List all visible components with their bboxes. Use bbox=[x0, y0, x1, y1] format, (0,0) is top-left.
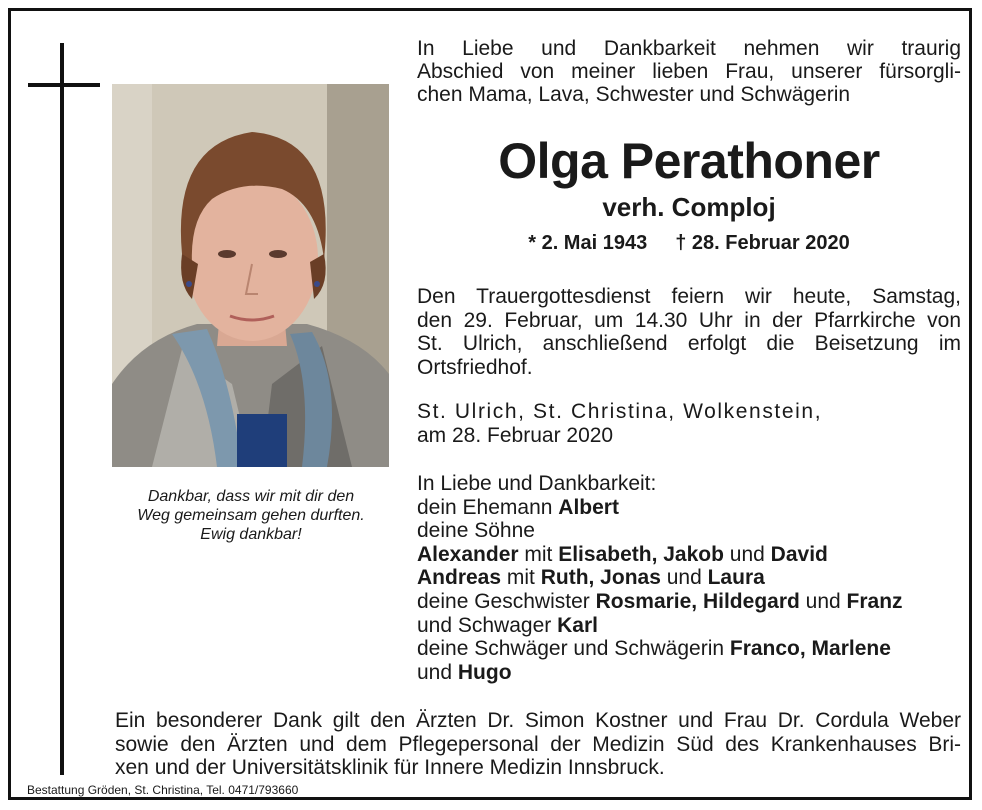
mourner-line: deine Geschwister Rosmarie, Hildegard und Franz bbox=[417, 589, 903, 613]
obituary-notice bbox=[8, 8, 972, 800]
service-line: St. Ulrich, anschließend erfolgt die Beisetzung im bbox=[417, 332, 961, 355]
death-date: † 28. Februar 2020 bbox=[675, 232, 850, 254]
mourner-line: Alexander mit Elisabeth, Jakob und David bbox=[417, 542, 828, 566]
intro-line: In Liebe und Dankbarkeit nehmen wir traurig bbox=[417, 37, 961, 60]
photo-caption bbox=[106, 487, 396, 544]
cross-icon-bar bbox=[28, 83, 100, 87]
thanks-line: sowie den Ärzten und dem Pflegepersonal der Medizin Süd des Krankenhauses Bri- bbox=[115, 732, 961, 756]
intro-text bbox=[417, 37, 961, 106]
place-date: am 28. Februar 2020 bbox=[417, 424, 614, 447]
mourner-line: Andreas mit Ruth, Jonas und Laura bbox=[417, 566, 765, 590]
caption-line: Weg gemeinsam gehen durften. bbox=[137, 507, 365, 524]
mourner-line: dein Ehemann Albert bbox=[417, 495, 619, 519]
service-line: Den Trauergottesdienst feiern wir heute, Samstag, bbox=[417, 285, 961, 308]
service-line: den 29. Februar, um 14.30 Uhr in der Pfarrkirche von bbox=[417, 308, 961, 332]
funeral-home-footer: Bestattung Gröden, St. Christina, Tel. 0471/793660 bbox=[27, 783, 299, 797]
married-name: verh. Comploj bbox=[602, 192, 776, 222]
deceased-name: Olga Perathoner bbox=[498, 133, 880, 189]
mourner-line: deine Schwäger und Schwägerin Franco, Marlene bbox=[417, 637, 891, 661]
thanks-text bbox=[115, 709, 961, 780]
service-line: Ortsfriedhof. bbox=[417, 355, 533, 379]
intro-line: chen Mama, Lava, Schwester und Schwägerin bbox=[417, 83, 851, 106]
mourner-line: und Schwager Karl bbox=[417, 613, 598, 637]
service-text bbox=[417, 285, 961, 379]
intro-line: Abschied von meiner lieben Frau, unserer fürsorgli- bbox=[417, 60, 961, 83]
life-dates bbox=[417, 231, 961, 255]
caption-line: Ewig dankbar! bbox=[200, 526, 302, 543]
mourner-line: deine Söhne bbox=[417, 519, 535, 543]
caption-line: Dankbar, dass wir mit dir den bbox=[147, 488, 355, 505]
thanks-line: xen und der Universitätsklinik für Innere Medizin Innsbruck. bbox=[115, 756, 665, 779]
mourner-line: und Hugo bbox=[417, 660, 512, 684]
place-and-date bbox=[417, 400, 961, 448]
mourners-heading: In Liebe und Dankbarkeit: bbox=[417, 472, 657, 495]
mourners-list bbox=[417, 472, 961, 684]
thanks-line: Ein besonderer Dank gilt den Ärzten Dr. Simon Kostner und Frau Dr. Cordula Weber bbox=[115, 709, 961, 732]
portrait-photo bbox=[112, 84, 389, 467]
cross-icon bbox=[60, 43, 64, 775]
birth-date: * 2. Mai 1943 bbox=[528, 232, 648, 254]
place-towns: St. Ulrich, St. Christina, Wolkenstein, bbox=[417, 400, 823, 423]
